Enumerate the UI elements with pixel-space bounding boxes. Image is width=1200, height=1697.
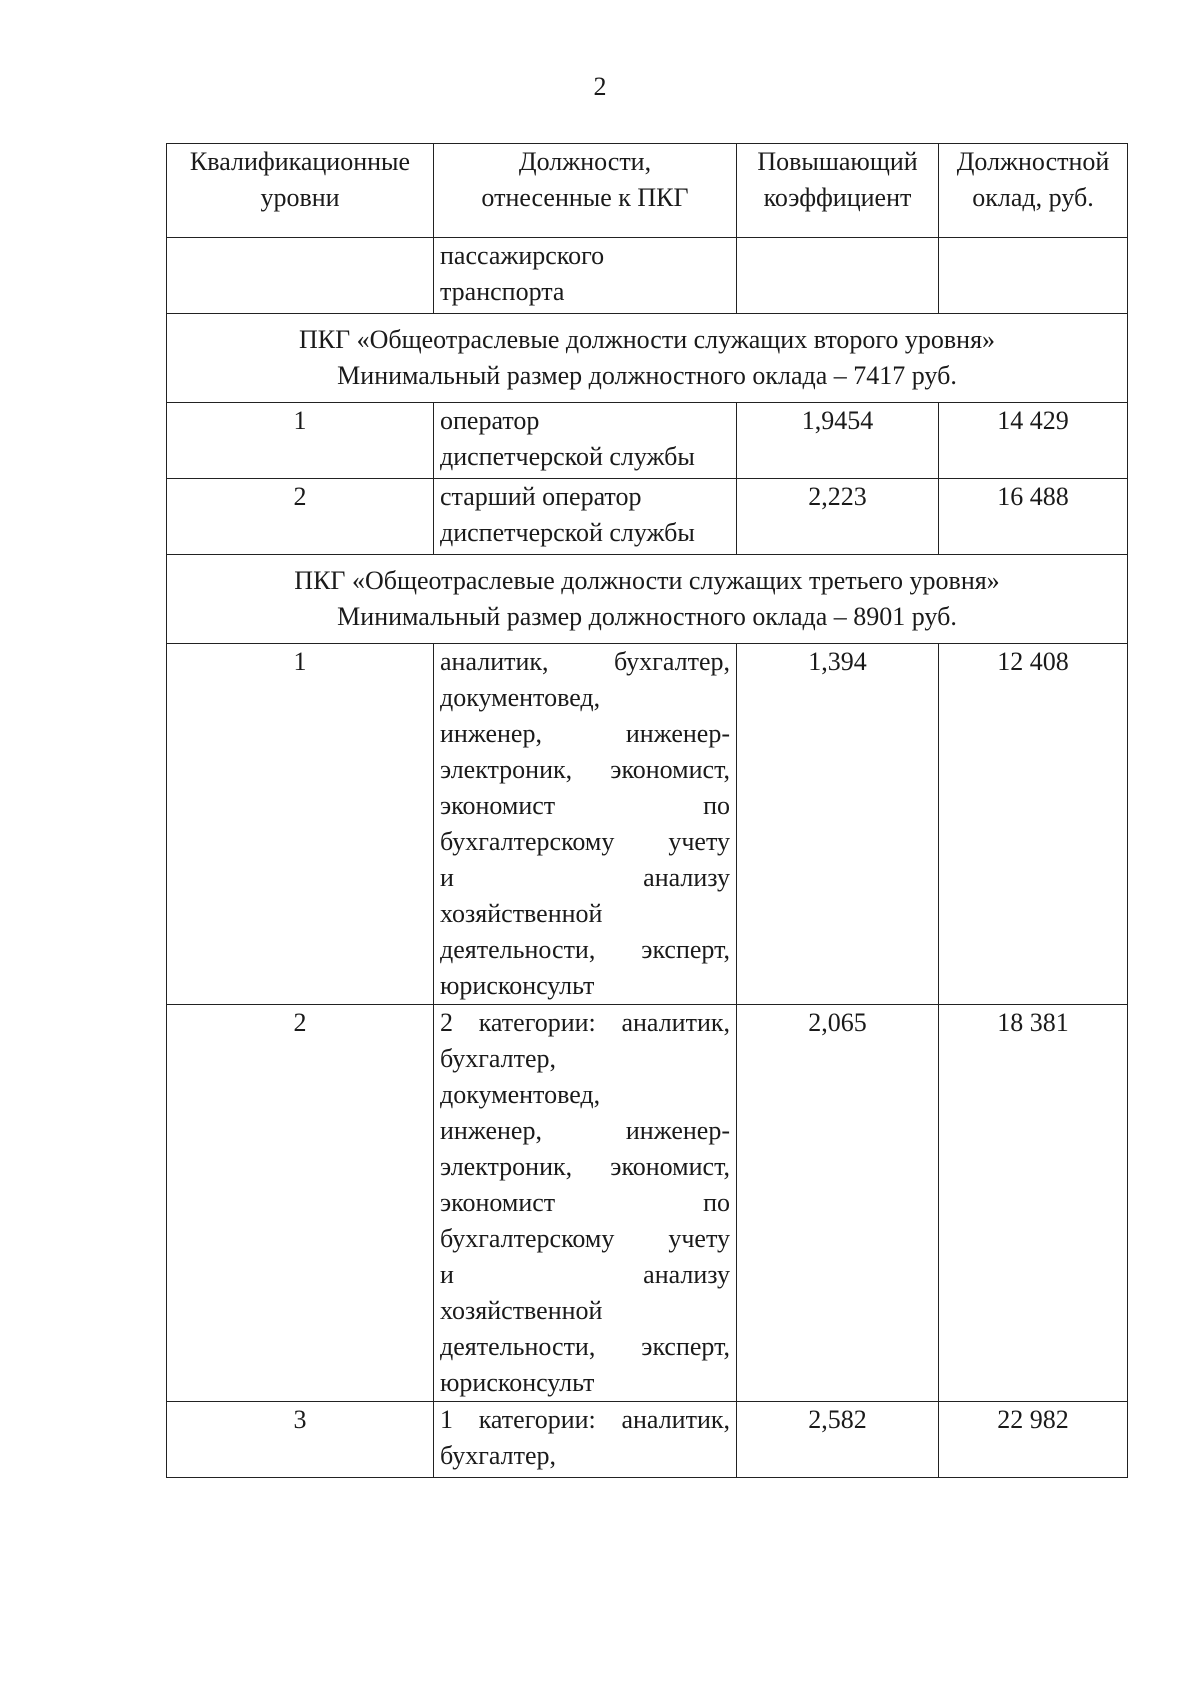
header-levels: Квалификационные уровни [167, 144, 434, 238]
page-number: 2 [593, 72, 607, 101]
salary-cell [939, 238, 1128, 314]
header-positions: Должности, отнесенные к ПКГ [434, 144, 737, 238]
position-cell: 2 категории: аналитик, бухгалтер, документовед, инженер, инженер- электроник, экономист, экономист по бухгалтерскому учету и анализу хозяйственной деятельности, эксперт, юрисконсульт [434, 1005, 737, 1402]
group-title: ПКГ «Общеотраслевые должности служащих второго уровня» [298, 325, 996, 354]
coefficient-cell: 1,394 [737, 644, 939, 1005]
level-cell: 1 [167, 403, 434, 479]
level-cell [167, 238, 434, 314]
salary-cell: 14 429 [939, 403, 1128, 479]
table-row [167, 1402, 1128, 1478]
level-cell: 2 [167, 479, 434, 555]
position-cell: оператор диспетчерской службы [434, 403, 737, 479]
header-coefficient: Повышающий коэффициент [737, 144, 939, 238]
group-heading-second-level [167, 314, 1128, 403]
level-cell: 3 [167, 1402, 434, 1478]
table-row [167, 644, 1128, 1005]
level-cell: 2 [167, 1005, 434, 1402]
salary-cell: 12 408 [939, 644, 1128, 1005]
coefficient-cell: 1,9454 [737, 403, 939, 479]
coefficient-cell [737, 238, 939, 314]
group-min-salary: Минимальный размер должностного оклада – 8901 руб. [337, 602, 957, 631]
table-row [167, 1005, 1128, 1402]
header-salary: Должностной оклад, руб. [939, 144, 1128, 238]
salary-cell: 22 982 [939, 1402, 1128, 1478]
coefficient-cell: 2,582 [737, 1402, 939, 1478]
group-min-salary: Минимальный размер должностного оклада – 7417 руб. [337, 361, 957, 390]
salary-cell: 18 381 [939, 1005, 1128, 1402]
position-cell: старший оператор диспетчерской службы [434, 479, 737, 555]
coefficient-cell: 2,065 [737, 1005, 939, 1402]
table-header [167, 144, 1128, 238]
table-row [167, 479, 1128, 555]
position-cell: 1 категории: аналитик, бухгалтер, [434, 1402, 737, 1478]
table-row [167, 238, 1128, 314]
salary-table [166, 143, 1128, 1478]
position-cell: пассажирского транспорта [434, 238, 737, 314]
table-row [167, 403, 1128, 479]
level-cell: 1 [167, 644, 434, 1005]
salary-cell: 16 488 [939, 479, 1128, 555]
group-title: ПКГ «Общеотраслевые должности служащих третьего уровня» [294, 566, 1000, 595]
group-heading-third-level [167, 555, 1128, 644]
position-cell: аналитик, бухгалтер, документовед, инженер, инженер- электроник, экономист, экономист по бухгалтерскому учету и анализу хозяйственной деятельности, эксперт, юрисконсульт [434, 644, 737, 1005]
coefficient-cell: 2,223 [737, 479, 939, 555]
